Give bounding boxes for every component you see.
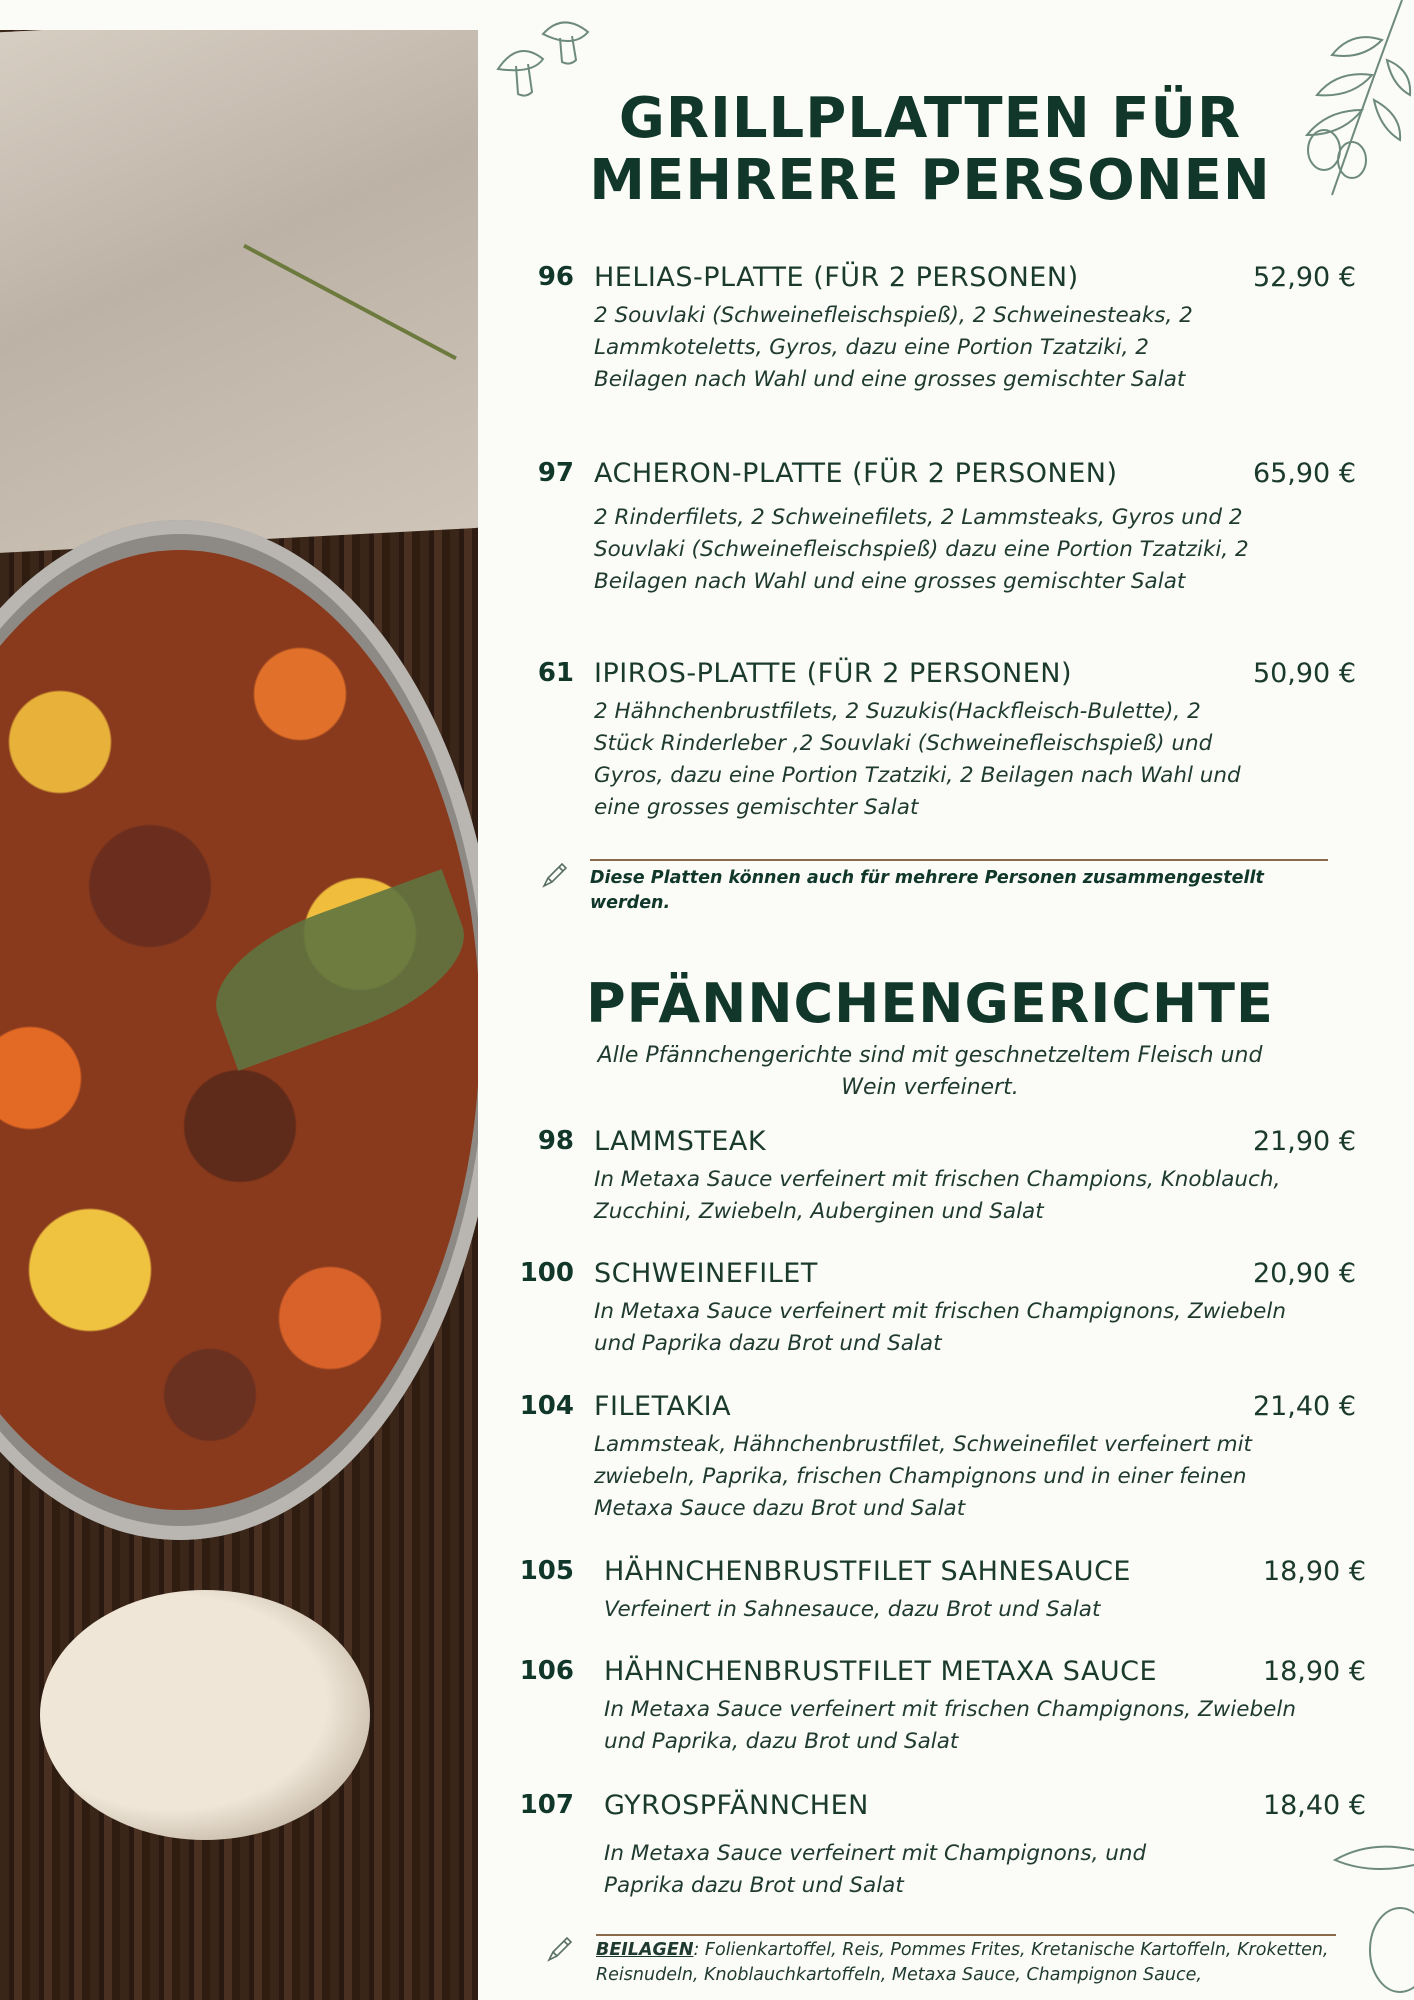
item-name: LAMMSTEAK: [594, 1126, 767, 1157]
item-price: 21,40 €: [1252, 1391, 1356, 1422]
item-description: In Metaxa Sauce verfeinert mit frischen Champions, Knoblauch, Zucchini, Zwiebeln, Auberginen und Salat: [594, 1167, 1281, 1224]
platter-note: Diese Platten können auch für mehrere Personen zusammengestellt werden.: [590, 868, 1264, 913]
section-title-grillplatten: [560, 88, 1300, 212]
item-number: 96: [537, 262, 574, 292]
item-number: 100: [519, 1258, 574, 1288]
section-subtitle: Alle Pfännchengerichte sind mit geschnetzeltem Fleisch und Wein verfeinert.: [597, 1043, 1263, 1100]
beilagen-label: BEILAGEN: [596, 1940, 694, 1960]
item-description: In Metaxa Sauce verfeinert mit Champignons, und Paprika dazu Brot und Salat: [604, 1841, 1147, 1898]
item-description: Verfeinert in Sahnesauce, dazu Brot und Salat: [604, 1597, 1101, 1622]
item-number: 61: [537, 658, 574, 688]
item-price: 65,90 €: [1252, 458, 1356, 489]
title-line: MEHRERE PERSONEN: [589, 148, 1271, 213]
item-number: 105: [519, 1556, 574, 1586]
item-description: In Metaxa Sauce verfeinert mit frischen Champignons, Zwiebeln und Paprika, dazu Brot und Salat: [604, 1697, 1296, 1754]
item-name: HELIAS-PLATTE (FÜR 2 PERSONEN): [594, 262, 1079, 293]
item-name: SCHWEINEFILET: [594, 1258, 818, 1289]
item-price: 21,90 €: [1252, 1126, 1356, 1157]
item-number: 98: [537, 1126, 574, 1156]
item-price: 18,90 €: [1262, 1656, 1366, 1687]
item-description: In Metaxa Sauce verfeinert mit frischen Champignons, Zwiebeln und Paprika dazu Brot und Salat: [594, 1299, 1286, 1356]
divider: [596, 1934, 1336, 1936]
food-photo: [0, 30, 478, 2000]
item-name: GYROSPFÄNNCHEN: [604, 1790, 869, 1821]
item-name: FILETAKIA: [594, 1391, 732, 1422]
item-description: Lammsteak, Hähnchenbrustfilet, Schweinefilet verfeinert mit zwiebeln, Paprika, frischen Champignons und in einer feinen Metaxa Sauce dazu Brot und Salat: [594, 1432, 1252, 1521]
item-price: 18,90 €: [1262, 1556, 1366, 1587]
item-price: 50,90 €: [1252, 658, 1356, 689]
item-price: 20,90 €: [1252, 1258, 1356, 1289]
item-number: 107: [519, 1790, 574, 1820]
item-name: HÄHNCHENBRUSTFILET SAHNESAUCE: [604, 1556, 1131, 1587]
item-number: 97: [537, 458, 574, 488]
title-line: GRILLPLATTEN FÜR: [618, 86, 1242, 151]
beilagen-list: : Folienkartoffel, Reis, Pommes Frites, Kretanische Kartoffeln, Kroketten, Reisnudeln, Knoblauchkartoffeln, Metaxa Sauce, Champignon Sauce,: [596, 1940, 1329, 1985]
item-name: ACHERON-PLATTE (FÜR 2 PERSONEN): [594, 458, 1118, 489]
item-description: 2 Rinderfilets, 2 Schweinefilets, 2 Lammsteaks, Gyros und 2 Souvlaki (Schweinefleischspieß) dazu eine Portion Tzatziki, 2 Beilagen nach Wahl und eine grosses gemischter Salat: [594, 505, 1249, 594]
item-description: 2 Hähnchenbrustfilets, 2 Suzukis(Hackfleisch-Bulette), 2 Stück Rinderleber ,2 Souvlaki (Schweinefleischspieß) und Gyros, dazu eine Portion Tzatziki, 2 Beilagen nach Wahl und eine grosses gemischter Salat: [594, 699, 1241, 820]
item-description: 2 Souvlaki (Schweinefleischspieß), 2 Schweinesteaks, 2 Lammkoteletts, Gyros, dazu eine Portion Tzatziki, 2 Beilagen nach Wahl und eine grosses gemischter Salat: [594, 303, 1193, 392]
linen-cloth: [0, 30, 478, 553]
item-name: HÄHNCHENBRUSTFILET METAXA SAUCE: [604, 1656, 1158, 1687]
pencil-icon: [540, 860, 570, 890]
pencil-icon: [545, 1934, 575, 1964]
item-number: 106: [519, 1656, 574, 1686]
garlic-bulb: [40, 1590, 370, 1840]
section-title-pfaennchengerichte: PFÄNNCHENGERICHTE: [586, 972, 1274, 1035]
item-price: 18,40 €: [1262, 1790, 1366, 1821]
item-name: IPIROS-PLATTE (FÜR 2 PERSONEN): [594, 658, 1072, 689]
item-number: 104: [519, 1391, 574, 1421]
beilagen-text: [596, 1938, 1386, 1988]
item-price: 52,90 €: [1252, 262, 1356, 293]
divider: [590, 859, 1328, 861]
